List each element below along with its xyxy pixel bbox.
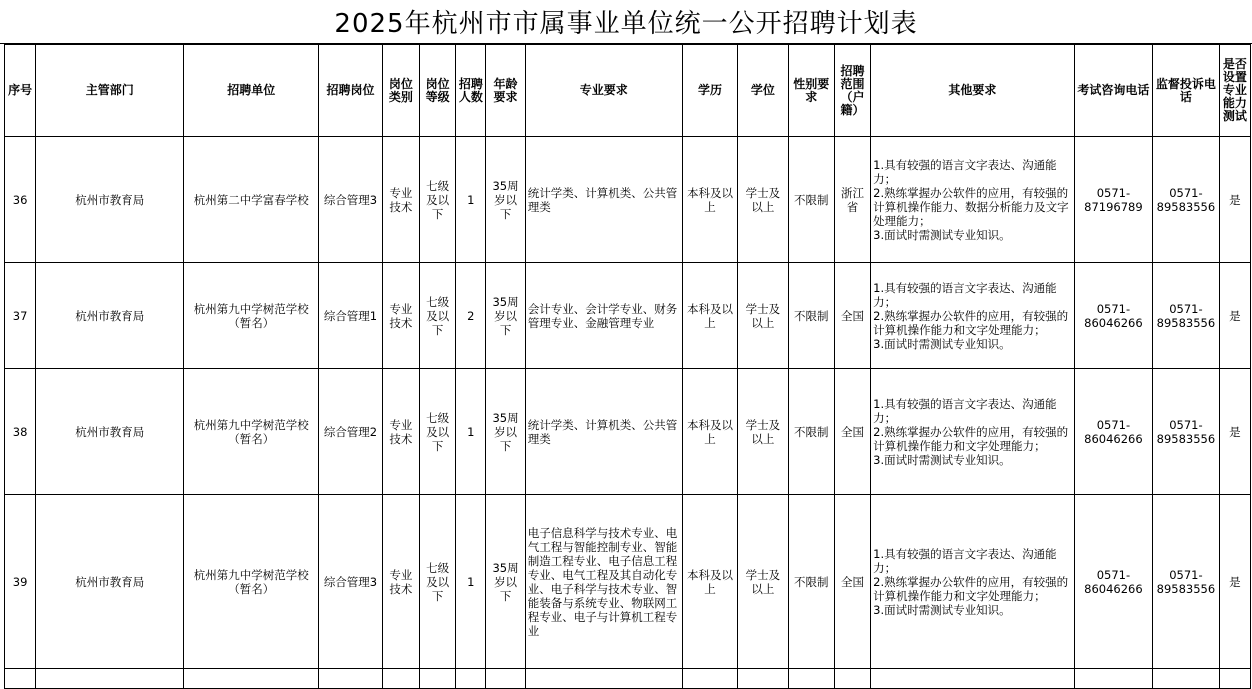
cell-level: 七级及以下 <box>419 137 455 263</box>
cell-age: 35周岁以下 <box>486 137 525 263</box>
col-header-department: 主管部门 <box>36 45 184 137</box>
cell-index: 36 <box>5 137 36 263</box>
col-header-education: 学历 <box>682 45 737 137</box>
cell-consult-phone: 0571-87196789 <box>1074 137 1153 263</box>
cell-degree: 学士及以上 <box>738 369 788 495</box>
cell-skill-test: 是 <box>1219 263 1250 369</box>
cell-gender: 不限制 <box>788 137 834 263</box>
cell-position: 综合管理1 <box>319 263 382 369</box>
cell-major: 统计学类、计算机类、公共管理类 <box>525 137 682 263</box>
cell-complaint-phone: 0571-89583556 <box>1153 137 1219 263</box>
col-header-unit: 招聘单位 <box>184 45 319 137</box>
cell-position: 综合管理2 <box>319 369 382 495</box>
cell-level: 七级及以下 <box>419 495 455 669</box>
cell-department: 杭州市教育局 <box>36 263 184 369</box>
cell-skill-test: 是 <box>1219 495 1250 669</box>
cell-age: 35周岁以下 <box>486 369 525 495</box>
cell-unit: 杭州第九中学树范学校（暂名） <box>184 495 319 669</box>
col-header-degree: 学位 <box>738 45 788 137</box>
col-header-consult-phone: 考试咨询电话 <box>1074 45 1153 137</box>
cell-education: 本科及以上 <box>682 369 737 495</box>
cell-major: 统计学类、计算机类、公共管理类 <box>525 369 682 495</box>
col-header-level: 岗位等级 <box>419 45 455 137</box>
table-row <box>5 369 1251 495</box>
cell-level: 七级及以下 <box>419 263 455 369</box>
col-header-major: 专业要求 <box>525 45 682 137</box>
cell-complaint-phone: 0571-89583556 <box>1153 263 1219 369</box>
table-row <box>5 137 1251 263</box>
cell-count: 1 <box>456 369 486 495</box>
page-title: 2025年杭州市市属事业单位统一公开招聘计划表 <box>0 0 1252 44</box>
cell-position: 综合管理3 <box>319 137 382 263</box>
cell-gender: 不限制 <box>788 369 834 495</box>
cell-other: 1.具有较强的语言文字表达、沟通能力； 2.熟练掌握办公软件的应用，有较强的计算机操作能力和文字处理能力； 3.面试时需测试专业知识。 <box>871 495 1074 669</box>
cell-scope: 浙江省 <box>834 137 870 263</box>
cell-gender: 不限制 <box>788 495 834 669</box>
table-row <box>5 495 1251 669</box>
cell-age: 35周岁以下 <box>486 495 525 669</box>
cell-department: 杭州市教育局 <box>36 495 184 669</box>
cell-count: 1 <box>456 137 486 263</box>
cell-unit: 杭州第九中学树范学校（暂名） <box>184 263 319 369</box>
cell-count: 2 <box>456 263 486 369</box>
cell-degree: 学士及以上 <box>738 495 788 669</box>
cell-other: 1.具有较强的语言文字表达、沟通能力； 2.熟练掌握办公软件的应用，有较强的计算机操作能力和文字处理能力； 3.面试时需测试专业知识。 <box>871 369 1074 495</box>
cell-index: 37 <box>5 263 36 369</box>
cell-education: 本科及以上 <box>682 137 737 263</box>
cell-department: 杭州市教育局 <box>36 137 184 263</box>
cell-education: 本科及以上 <box>682 495 737 669</box>
cell-unit: 杭州第九中学树范学校（暂名） <box>184 369 319 495</box>
cell-position: 综合管理3 <box>319 495 382 669</box>
col-header-count: 招聘人数 <box>456 45 486 137</box>
table-row <box>5 263 1251 369</box>
cell-department: 杭州市教育局 <box>36 369 184 495</box>
cell-education: 本科及以上 <box>682 263 737 369</box>
cell-category: 专业技术 <box>382 263 419 369</box>
cell-scope: 全国 <box>834 495 870 669</box>
cell-category: 专业技术 <box>382 369 419 495</box>
cell-other: 1.具有较强的语言文字表达、沟通能力； 2.熟练掌握办公软件的应用，有较强的计算机操作能力、数据分析能力及文字处理能力； 3.面试时需测试专业知识。 <box>871 137 1074 263</box>
col-header-category: 岗位类别 <box>382 45 419 137</box>
cell-index: 39 <box>5 495 36 669</box>
cell-index: 38 <box>5 369 36 495</box>
cell-count: 1 <box>456 495 486 669</box>
cell-consult-phone: 0571-86046266 <box>1074 495 1153 669</box>
cell-consult-phone: 0571-86046266 <box>1074 369 1153 495</box>
cell-major: 电子信息科学与技术专业、电气工程与智能控制专业、智能制造工程专业、电子信息工程专业、电气工程及其自动化专业、电子科学与技术专业、智能装备与系统专业、物联网工程专业、电子与计算机工程专业 <box>525 495 682 669</box>
col-header-position: 招聘岗位 <box>319 45 382 137</box>
col-header-index: 序号 <box>5 45 36 137</box>
cell-category: 专业技术 <box>382 495 419 669</box>
cell-complaint-phone: 0571-89583556 <box>1153 369 1219 495</box>
cell-category: 专业技术 <box>382 137 419 263</box>
cell-skill-test: 是 <box>1219 137 1250 263</box>
recruitment-table <box>4 44 1251 689</box>
cell-age: 35周岁以下 <box>486 263 525 369</box>
cell-gender: 不限制 <box>788 263 834 369</box>
col-header-gender: 性别要求 <box>788 45 834 137</box>
cell-skill-test: 是 <box>1219 369 1250 495</box>
col-header-other: 其他要求 <box>871 45 1074 137</box>
cell-unit: 杭州第二中学富春学校 <box>184 137 319 263</box>
cell-degree: 学士及以上 <box>738 137 788 263</box>
col-header-scope: 招聘范围（户籍） <box>834 45 870 137</box>
cell-scope: 全国 <box>834 263 870 369</box>
cell-level: 七级及以下 <box>419 369 455 495</box>
cell-consult-phone: 0571-86046266 <box>1074 263 1153 369</box>
cell-scope: 全国 <box>834 369 870 495</box>
col-header-complaint-phone: 监督投诉电话 <box>1153 45 1219 137</box>
cell-complaint-phone: 0571-89583556 <box>1153 495 1219 669</box>
cell-degree: 学士及以上 <box>738 263 788 369</box>
cell-major: 会计专业、会计学专业、财务管理专业、金融管理专业 <box>525 263 682 369</box>
col-header-skill-test: 是否设置专业能力测试 <box>1219 45 1250 137</box>
col-header-age: 年龄要求 <box>486 45 525 137</box>
cell-other: 1.具有较强的语言文字表达、沟通能力； 2.熟练掌握办公软件的应用，有较强的计算机操作能力和文字处理能力； 3.面试时需测试专业知识。 <box>871 263 1074 369</box>
header-row <box>5 45 1251 137</box>
